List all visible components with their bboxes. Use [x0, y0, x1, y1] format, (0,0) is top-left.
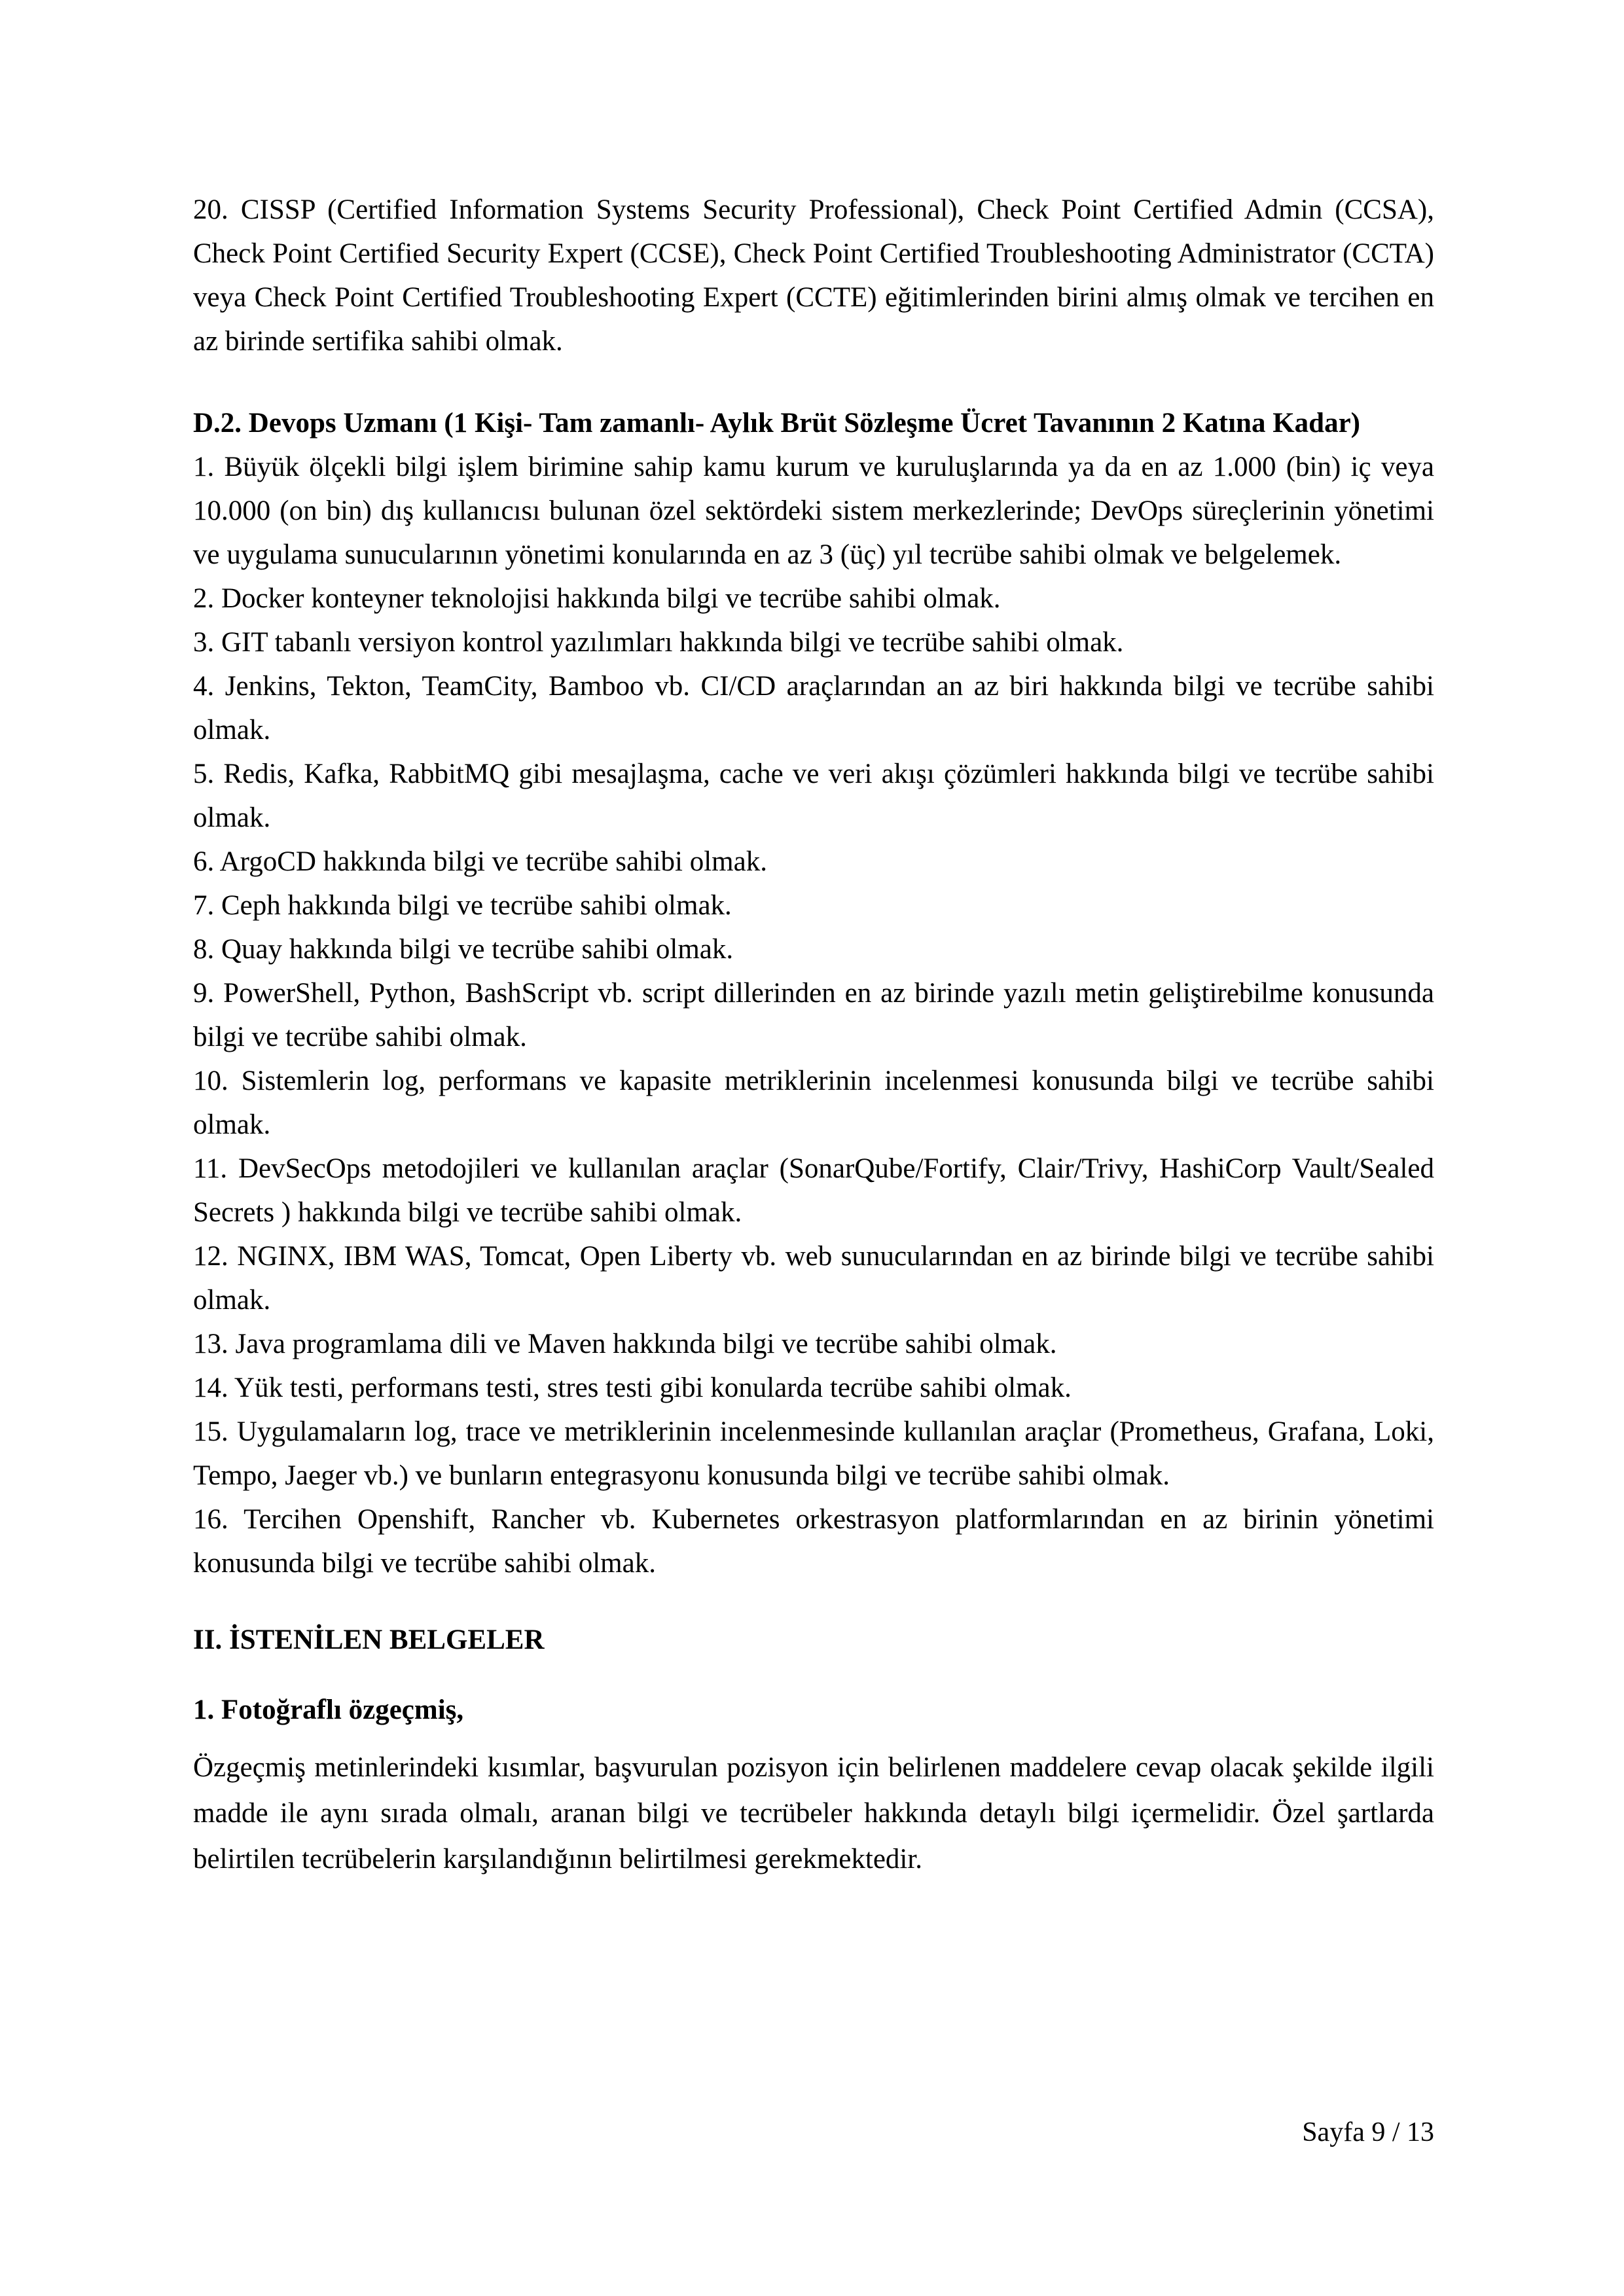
d2-list-item-8: 8. Quay hakkında bilgi ve tecrübe sahibi olmak. — [193, 934, 734, 965]
d2-list-item-5: 5. Redis, Kafka, RabbitMQ gibi mesajlaşma, cache ve veri akışı çözümleri hakkında bilgi ve tecrübe sahibi olmak. — [193, 759, 1434, 833]
paragraph-item-20: 20. CISSP (Certified Information Systems Security Professional), Check Point Certified Admin (CCSA), Check Point Certified Security Expert (CCSE), Check Point Certified Troubleshooting Administrator (CCTA) veya Check Point Certified Troubleshooting Expert (CCTE) eğitimlerinden birini almış olmak ve tercihen en az birinde sertifika sahibi olmak. — [193, 194, 1434, 357]
d2-list-item-4: 4. Jenkins, Tekton, TeamCity, Bamboo vb. CI/CD araçlarından an az biri hakkında bilgi ve tecrübe sahibi olmak. — [193, 671, 1434, 745]
d2-list-item-13: 13. Java programlama dili ve Maven hakkında bilgi ve tecrübe sahibi olmak. — [193, 1329, 1057, 1359]
d2-list-item-9: 9. PowerShell, Python, BashScript vb. script dillerinden en az birinde yazılı metin geliştirebilme konusunda bilgi ve tecrübe sahibi olmak. — [193, 978, 1434, 1052]
document-content — [193, 188, 1434, 1882]
page-number: Sayfa 9 / 13 — [1302, 2117, 1434, 2147]
d2-list-item-10: 10. Sistemlerin log, performans ve kapasite metriklerinin incelenmesi konusunda bilgi ve tecrübe sahibi olmak. — [193, 1066, 1434, 1140]
d2-list-item-7: 7. Ceph hakkında bilgi ve tecrübe sahibi olmak. — [193, 890, 732, 921]
section-ii-item1-body: Özgeçmiş metinlerindeki kısımlar, başvurulan pozisyon için belirlenen maddelere cevap olacak şekilde ilgili madde ile aynı sırada olmalı, aranan bilgi ve tecrübeler hakkında detaylı bilgi içermelidir. Özel şartlarda belirtilen tecrübelerin karşılandığının belirtilmesi gerekmektedir. — [193, 1752, 1434, 1874]
d2-list-item-3: 3. GIT tabanlı versiyon kontrol yazılımları hakkında bilgi ve tecrübe sahibi olmak. — [193, 627, 1124, 658]
d2-list-item-15: 15. Uygulamaların log, trace ve metriklerinin incelenmesinde kullanılan araçlar (Prometheus, Grafana, Loki, Tempo, Jaeger vb.) ve bunların entegrasyonu konusunda bilgi ve tecrübe sahibi olmak. — [193, 1416, 1434, 1491]
d2-list-item-14: 14. Yük testi, performans testi, stres testi gibi konularda tecrübe sahibi olmak. — [193, 1372, 1072, 1403]
d2-list-item-16: 16. Tercihen Openshift, Rancher vb. Kubernetes orkestrasyon platformlarından en az birinin yönetimi konusunda bilgi ve tecrübe sahibi olmak. — [193, 1504, 1434, 1579]
d2-list-item-1: 1. Büyük ölçekli bilgi işlem birimine sahip kamu kurum ve kuruluşlarında ya da en az 1.000 (bin) iç veya 10.000 (on bin) dış kullanıcısı bulunan özel sektördeki sistem merkezlerinde; DevOps süreçlerinin yönetimi ve uygulama sunucularının yönetimi konularında en az 3 (üç) yıl tecrübe sahibi olmak ve belgelemek. — [193, 452, 1434, 570]
section-d2-heading: D.2. Devops Uzmanı (1 Kişi- Tam zamanlı- Aylık Brüt Sözleşme Ücret Tavanının 2 Katına Kadar) — [193, 408, 1360, 439]
section-ii-heading: II. İSTENİLEN BELGELER — [193, 1624, 545, 1655]
d2-list-item-12: 12. NGINX, IBM WAS, Tomcat, Open Liberty vb. web sunucularından en az birinde bilgi ve tecrübe sahibi olmak. — [193, 1241, 1434, 1316]
d2-list-item-2: 2. Docker konteyner teknolojisi hakkında bilgi ve tecrübe sahibi olmak. — [193, 583, 1001, 614]
d2-list-item-11: 11. DevSecOps metodojileri ve kullanılan araçlar (SonarQube/Fortify, Clair/Trivy, HashiCorp Vault/Sealed Secrets ) hakkında bilgi ve tecrübe sahibi olmak. — [193, 1153, 1434, 1228]
section-ii-item1-heading: 1. Fotoğraflı özgeçmiş, — [193, 1695, 464, 1725]
d2-list-item-6: 6. ArgoCD hakkında bilgi ve tecrübe sahibi olmak. — [193, 846, 767, 877]
